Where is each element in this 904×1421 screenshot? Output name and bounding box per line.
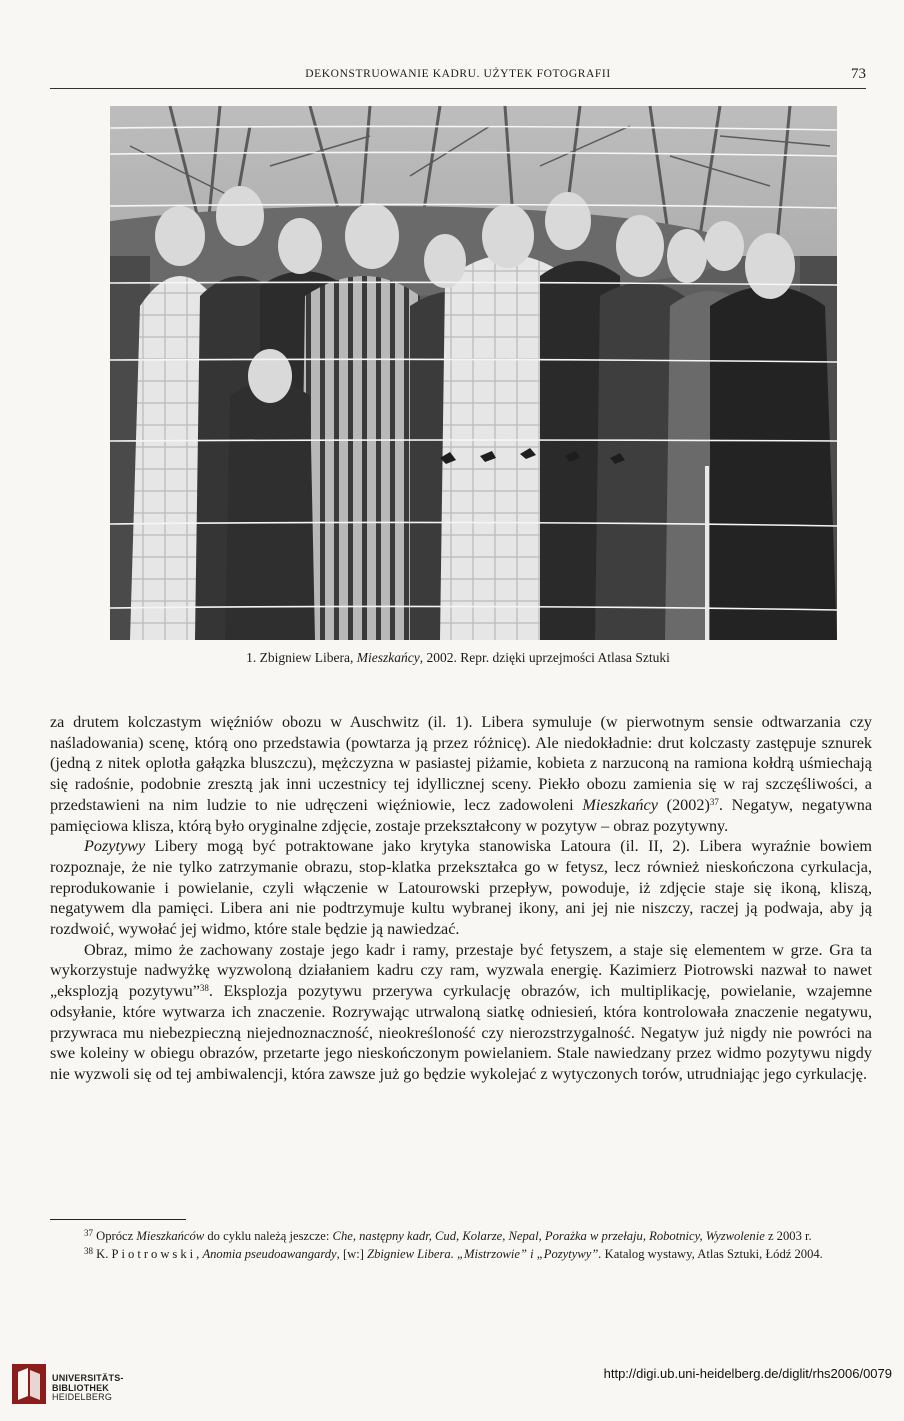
footnote-38-italic-a: Anomia pseudoawangardy <box>202 1246 337 1261</box>
paragraph-3-text-b: . Eksplozja pozytywu przerywa cyrkulację obrazów, ich multiplikację, powielanie, wzajemne odsyłanie, które wytwarza ich znaczenie. Rozrywając utrwaloną siatkę odniesień, która kontrolowała znaczenie negatywu, przywraca mu niebezpieczną niejednoznaczność, nieokreśloność czy nierozstrzygalność. Negatyw już nigdy nie powróci na swe koleiny w obiegu obrazów, przetarte jego nieskończonym powielaniem. Stale nawiedzany przez widmo pozytywu nigdy nie wyzwoli się od tej ambiwalencji, która zawsze już go będzie wykolejać z wytyczonych torów, utrudniając jego cyrkulację. <box>50 982 873 1083</box>
library-logo <box>10 1362 170 1412</box>
library-name-line-2: BIBLIOTHEK <box>52 1382 109 1393</box>
paragraph-3-text-a: Obraz, mimo że zachowany zostaje jego kadr i ramy, przestaje być fetyszem, a staje się elementem w grze. Gra ta wykorzystuje nadwyżkę wyzwoloną działaniem kadru czy ram, wyzwala energię. Kazimierz Piotrowski nazwał to nawet „eksplozją pozytywu” <box>50 940 872 1001</box>
figure-photograph <box>110 106 837 640</box>
footnote-37-italic-b: Che, następny kadr, Cud, Kolarze, Nepal, Porażka w przełaju, Robotnicy, Wyzwolenie <box>332 1229 765 1243</box>
footnote-38-number: 38 <box>84 1245 93 1256</box>
paragraph-2-italic-title: Pozytywy <box>84 837 146 856</box>
paragraph-1-text-b: . Negatyw, negatywna pamięciowa klisza, którą było oryginalne zdjęcie, zostaje przekształcony w pozytyw – obraz pozytywny. <box>50 795 873 835</box>
footnote-ref-38: 38 <box>199 983 209 994</box>
paragraph-1-text-a: za drutem kolczastym więźniów obozu w Auschwitz (il. 1). Libera symuluje (w pierwotnym sensie odtwarzania czy naśladowania) scenę, którą ono przedstawia (powtarza ją przez różnicę). Ale niedokładnie: drut kolczasty zastępuje sznurek (jedną z nitek oplotła gałązka bluszczu), mężczyzna w pasiastej piżamie, kobieta z narzuconą na ramiona kołdrą uśmiechają się radośnie, podobnie zresztą jak inni uczestnicy tej idyllicznej sceny. Piekło obozu zamienia się w raj szczęśliwości, a przedstawieni na nim ludzie to nie udręczeni więźniowie, lecz zadowoleni <box>50 713 872 814</box>
footnote-37-number: 37 <box>84 1228 93 1238</box>
footnote-38 <box>50 1246 872 1264</box>
footnote-37-text-a: Oprócz <box>93 1229 137 1243</box>
caption-prefix: 1. Zbigniew Libera, <box>246 650 357 665</box>
running-title: DEKONSTRUOWANIE KADRU. UŻYTEK FOTOGRAFII <box>305 68 611 80</box>
footnote-38-author: Piotrowski <box>111 1246 197 1261</box>
running-header <box>50 66 866 89</box>
library-name-line-3: HEIDELBERG <box>52 1392 113 1402</box>
footnote-37-text-c: z 2003 r. <box>764 1229 812 1243</box>
source-url[interactable]: http://digi.ub.uni-heidelberg.de/diglit/rhs2006/0079 <box>603 1366 892 1381</box>
paragraph-3 <box>50 940 872 1085</box>
figure-caption <box>50 650 866 666</box>
footnote-38-italic-b: Zbigniew Libera. „Mistrzowie” i „Pozytywy”. <box>367 1246 602 1261</box>
caption-work-title: Mieszkańcy <box>356 650 420 665</box>
photo-illustration <box>110 106 837 640</box>
footnote-ref-37: 37 <box>709 796 719 807</box>
footnote-37-italic-a: Mieszkańców <box>136 1229 205 1243</box>
footnote-38-text-a: K. <box>93 1246 112 1261</box>
paragraph-1 <box>50 712 872 836</box>
library-name-line-1: UNIVERSITÄTS- <box>52 1373 124 1383</box>
paragraph-2-text: Libery mogą być potraktowane jako krytyka stanowiska Latoura (il. II, 2). Libera wyraźnie bowiem rozpoznaje, że nie tylko zatrzymanie obrazu, stop-klatka przekształca go w fetysz, lecz również nieskończona cyrkulacja, reprodukowanie i powielanie, czyli włączenie w Latourowski przepływ, powoduje, iż zdjęcie staje się ikoną, kliszą, negatywem dla pamięci. Libera ani nie podtrzymuje kultu wybranej ikony, ani jej nie niszczy, raczej ją podwaja, aby ją rozdwoić, wywołać jej widmo, które stale będzie ją nawiedzać. <box>50 837 872 939</box>
caption-suffix: , 2002. Repr. dzięki uprzejmości Atlasa Sztuki <box>419 650 670 665</box>
paragraph-2 <box>50 836 872 940</box>
library-name <box>52 1374 124 1403</box>
footnote-38-text-d: Katalog wystawy, Atlas Sztuki, Łódź 2004. <box>601 1246 823 1261</box>
paragraph-1-italic-title: Mieszkańcy <box>582 795 658 814</box>
page-number: 73 <box>851 66 866 82</box>
footnote-37-text-b: do cyklu należą jeszcze: <box>204 1229 333 1243</box>
footnotes <box>50 1228 872 1263</box>
footnote-37 <box>50 1228 872 1246</box>
paragraph-1-year: (2002) <box>657 795 710 814</box>
library-seal-icon <box>10 1362 50 1406</box>
body-text <box>50 712 872 1085</box>
footnote-38-text-b: , <box>196 1246 203 1261</box>
footnote-separator <box>50 1219 186 1220</box>
footnote-38-text-c: , [w:] <box>336 1246 368 1261</box>
